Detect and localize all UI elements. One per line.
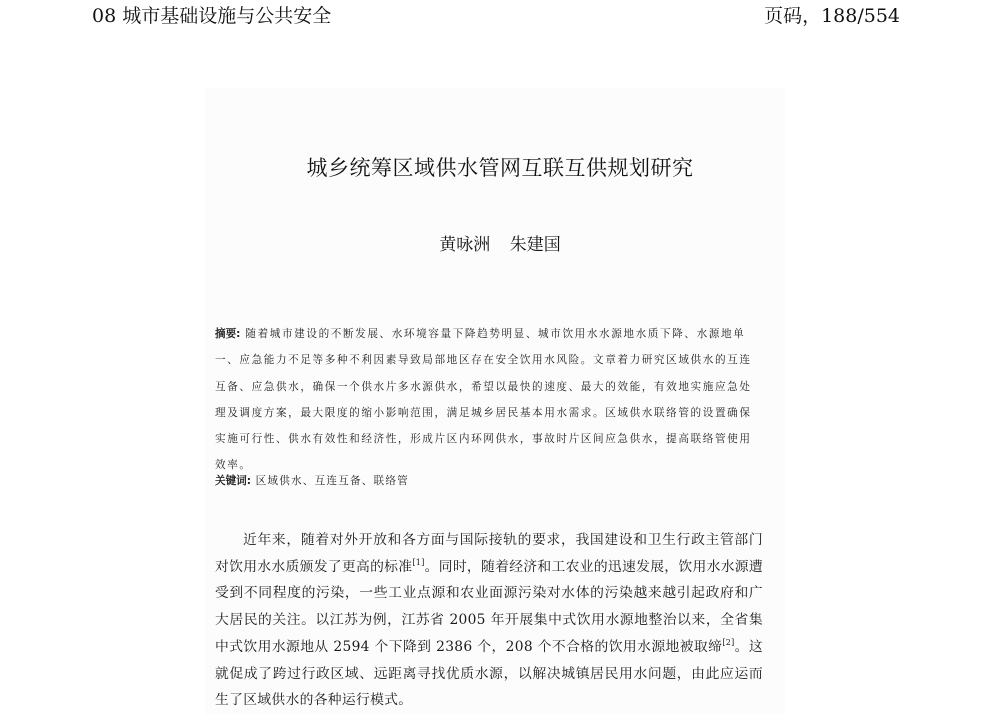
author-name: 黄咏洲: [439, 235, 491, 255]
citation-ref[interactable]: [2]: [722, 637, 735, 647]
citation-ref[interactable]: [1]: [412, 557, 425, 567]
abstract-label: 摘要:: [215, 328, 241, 340]
keywords-text: 区域供水、互连互备、联络管: [255, 475, 409, 487]
author-list: [0, 230, 1000, 255]
body-text-part: 近年来，随着对外开放和各方面与国际接轨的要求，我国建设和卫生行政主管部门对饮用水水质颁发了更高的标准: [215, 532, 763, 575]
body-paragraph: [215, 527, 763, 714]
keywords: [215, 473, 760, 488]
body-text-part: 。同时，随着经济和工农业的迅速发展，饮用水水源遭受到不同程度的污染，一些工业点源和农业面源污染对水体的污染越来越引起政府和广大居民的关注。以江苏为例，江苏省 2005 年开展集中式饮用水源地整治以来，全省集中式饮用水源地从 2594 个下降到 2386 个，208 个不合格的饮用水源地被取缔: [215, 558, 763, 655]
page-number: 页码，188/554: [764, 5, 900, 27]
section-title: 08 城市基础设施与公共安全: [92, 5, 332, 27]
keywords-label: 关键词:: [215, 475, 252, 487]
body-text-part: 。这就促成了跨过行政区域、远距离寻找优质水源，以解决城镇居民用水问题，由此应运而生了区域供水的各种运行模式。: [215, 638, 763, 709]
abstract-text: 随着城市建设的不断发展、水环境容量下降趋势明显、城市饮用水水源地水质下降、水源地单一、应急能力不足等多种不利因素导致局部地区存在安全饮用水风险。文章着力研究区域供水的互连互备、应急供水，确保一个供水片多水源供水，希望以最快的速度、最大的效能，有效地实施应急处理及调度方案，最大限度的缩小影响范围，满足城乡居民基本用水需求。区域供水联络管的设置确保实施可行性、供水有效性和经济性，形成片区内环网供水，事故时片区间应急供水，提高联络管使用效率。: [215, 328, 752, 472]
page-header: [0, 0, 1000, 26]
paper-title: 城乡统筹区域供水管网互联互供规划研究: [306, 156, 694, 180]
author-name: 朱建国: [509, 235, 561, 255]
abstract: [215, 321, 760, 479]
